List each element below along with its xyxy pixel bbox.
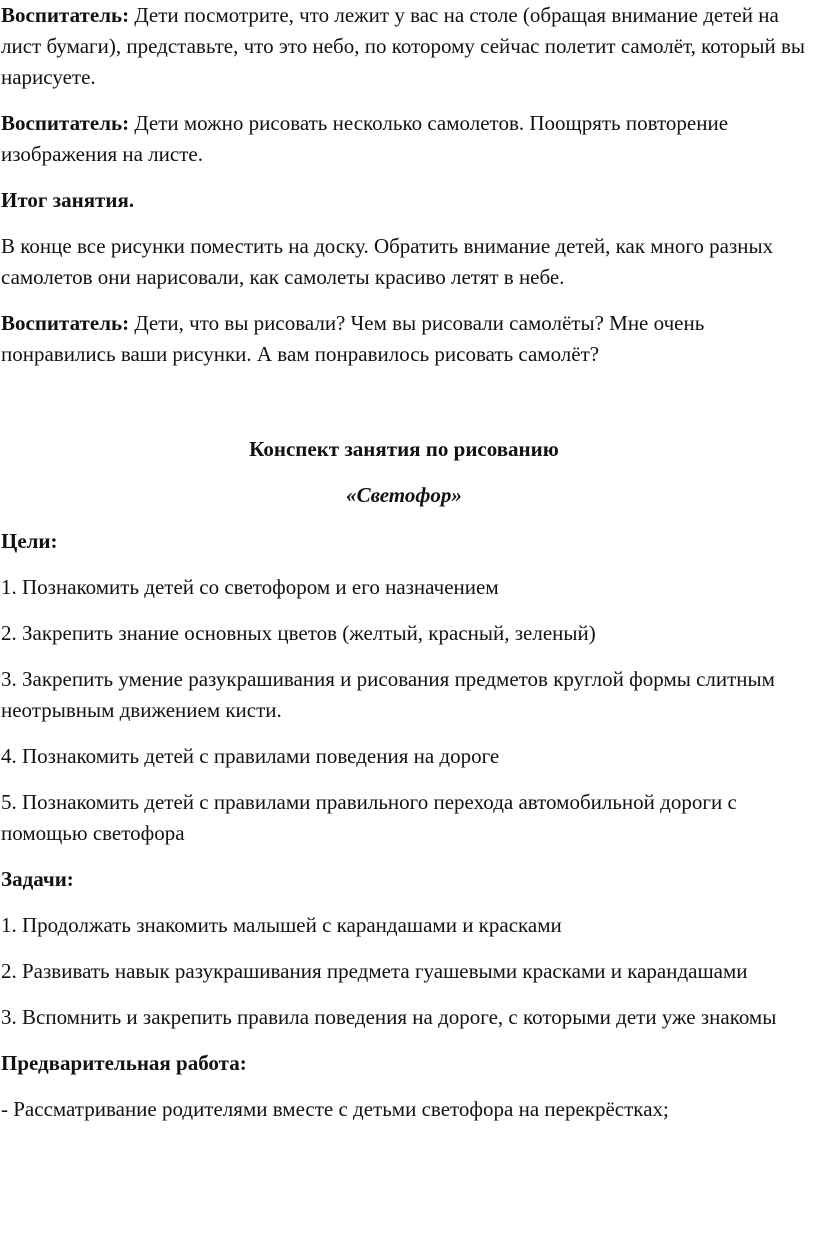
summary-heading: Итог занятия. (1, 188, 135, 212)
task-item: 1. Продолжать знакомить малышей с карандашами и красками (1, 913, 562, 937)
goal-item: 3. Закрепить умение разукрашивания и рисования предметов круглой формы слитным неотрывным движением кисти. (1, 667, 775, 722)
tasks-heading: Задачи: (1, 867, 74, 891)
prep-item: - Рассматривание родителями вместе с детьми светофора на перекрёстках; (1, 1097, 669, 1121)
teacher-paragraph-1 (1, 0, 807, 93)
goal-item: 5. Познакомить детей с правилами правильного перехода автомобильной дороги с помощью светофора (1, 790, 737, 845)
paragraph-text: Дети, что вы рисовали? Чем вы рисовали самолёты? Мне очень понравились ваши рисунки. А вам понравилось рисовать самолёт? (1, 311, 705, 366)
goals-heading: Цели: (1, 529, 58, 553)
goal-item: 2. Закрепить знание основных цветов (желтый, красный, зеленый) (1, 621, 596, 645)
goal-item: 4. Познакомить детей с правилами поведения на дороге (1, 744, 500, 768)
paragraph-text: Дети можно рисовать несколько самолетов. Поощрять повторение изображения на листе. (1, 111, 729, 166)
prep-heading: Предварительная работа: (1, 1051, 247, 1075)
summary-text: В конце все рисунки поместить на доску. Обратить внимание детей, как много разных самолетов они нарисовали, как самолеты красиво летят в небе. (1, 234, 774, 289)
speaker-label: Воспитатель: (1, 311, 130, 335)
lesson-subtitle: «Светофор» (346, 483, 462, 507)
teacher-paragraph-2 (1, 108, 807, 170)
speaker-label: Воспитатель: (1, 111, 130, 135)
goal-item: 1. Познакомить детей со светофором и его назначением (1, 575, 499, 599)
task-item: 3. Вспомнить и закрепить правила поведения на дороге, с которыми дети уже знакомы (1, 1005, 777, 1029)
paragraph-text: Дети посмотрите, что лежит у вас на столе (обращая внимание детей на лист бумаги), представьте, что это небо, по которому сейчас полетит самолёт, который вы нарисуете. (1, 3, 806, 89)
task-item: 2. Развивать навык разукрашивания предмета гуашевыми красками и карандашами (1, 959, 748, 983)
lesson-title: Конспект занятия по рисованию (249, 437, 559, 461)
speaker-label: Воспитатель: (1, 3, 130, 27)
blank-space (1, 385, 807, 434)
teacher-paragraph-3 (1, 308, 807, 370)
